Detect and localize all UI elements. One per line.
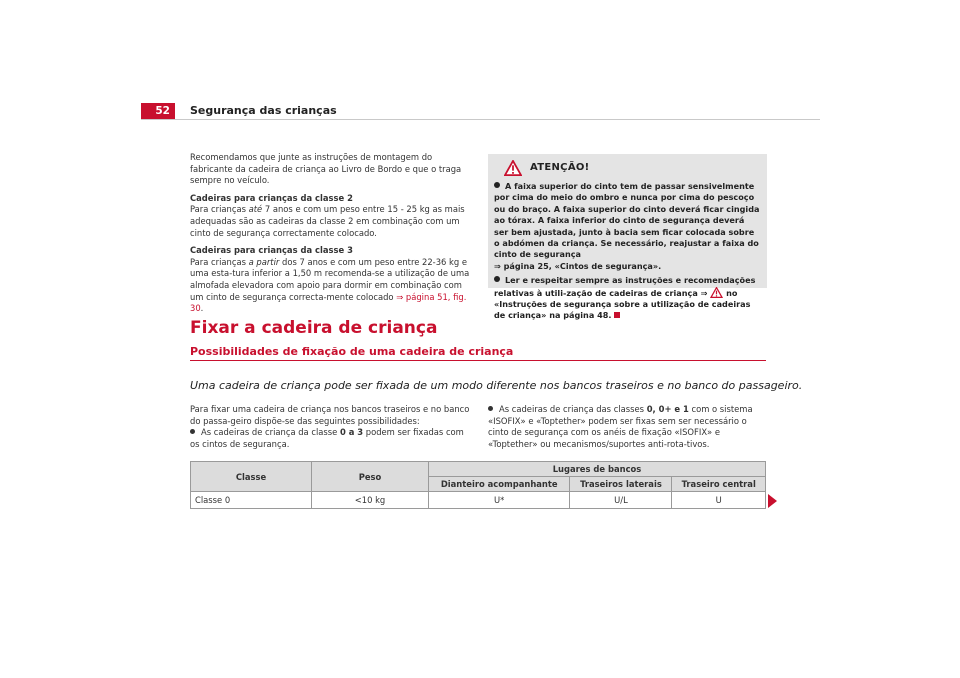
cell-central: U (672, 492, 766, 509)
cell-dianteiro: U* (429, 492, 570, 509)
header-peso: Peso (312, 462, 429, 492)
bullet-icon (494, 182, 500, 188)
lead-sentence: Uma cadeira de criança pode ser fixada de um modo diferente nos bancos traseiros e no banco do passageiro. (190, 379, 803, 392)
class3-text-end: dos 7 anos e com um peso entre 22-36 kg e uma esta-tura inferior a 1,50 m recomenda-se a utilização de uma almofada elevadora com apoio para dormir em combinação com um cinto de segurança correcta-mente colocado (190, 256, 470, 302)
child-seat-safety-reference[interactable]: no «Instruções de segurança sobre a utilização de cadeiras de criança» na página 48. (494, 287, 751, 321)
class3-text-start: Para crianças (190, 256, 249, 267)
end-of-section-icon (614, 312, 620, 318)
bullet-1-class-range: 0 a 3 (339, 427, 364, 438)
bullet-icon (488, 406, 493, 411)
class2-emphasis: até (248, 204, 263, 215)
table-row (191, 492, 766, 509)
class2-text-end: 7 anos e com um peso entre 15 - 25 kg as mais adequadas são as cadeiras da classe 2 em combinação com um cinto de segurança correctamente colocado. (190, 204, 465, 238)
warning-box (488, 154, 767, 321)
bullet-1-text-end: podem ser fixadas com os cintos de segurança. (190, 427, 464, 449)
header-rule (141, 119, 820, 120)
header-traseiros: Traseiros laterais (570, 477, 672, 492)
header-dianteiro: Dianteiro acompanhante (429, 477, 570, 492)
section-title: Fixar a cadeira de criança (190, 318, 438, 338)
reference-arrow-icon: ⇒ (700, 287, 708, 298)
body-intro: Para fixar uma cadeira de criança nos bancos traseiros e no banco do passa-geiro dispõe-se das seguintes possibilidades: (190, 404, 470, 426)
warning-triangle-icon (710, 287, 723, 298)
running-title: Segurança das crianças (190, 104, 337, 117)
class2-paragraph (190, 204, 472, 239)
body-right-column (488, 404, 768, 450)
figure-reference-link[interactable]: página 51, fig. 30 (190, 291, 467, 314)
warning-item-1 (494, 181, 761, 272)
class2-text-start: Para crianças (190, 204, 249, 215)
reference-arrow-icon: ⇒ (494, 260, 501, 271)
class3-emphasis: a partir (248, 256, 280, 267)
subsection-rule (190, 360, 766, 361)
subsection-title: Possibilidades de fixação de uma cadeira de criança (190, 345, 514, 358)
left-column (190, 152, 472, 321)
class2-heading: Cadeiras para crianças da classe 2 (190, 192, 353, 203)
warning-item-1-text: A faixa superior do cinto tem de passar sensivelmente por cima do meio do ombro e nunca por cima do pescoço ou do braço. A faixa superior do cinto deverá ficar cingida ao tórax. A faixa inferior do cinto de segurança deverá ser bem ajustada, junto à bacia sem ficar colocada sobre o abdómen da criança. Se necessário, reajustar a faixa do cinto de segurança (494, 181, 760, 260)
class3-heading: Cadeiras para crianças da classe 3 (190, 245, 353, 256)
seat-position-table (190, 461, 766, 509)
header-central: Traseiro central (672, 477, 766, 492)
body-bullet-1 (190, 427, 472, 450)
warning-item-2-text: Ler e respeitar sempre as instruções e recomendações relativas à utili-zação de cadeiras de criança (494, 275, 756, 298)
cell-traseiros: U/L (570, 492, 672, 509)
warning-header (504, 160, 761, 176)
continue-arrow-icon (768, 494, 777, 508)
bullet-2-text-start: As cadeiras de criança das classes (499, 404, 647, 414)
intro-paragraph: Recomendamos que junte as instruções de montagem do fabricante da cadeira de criança ao Livro de Bordo e que o traga sempre no veículo. (190, 152, 462, 186)
warning-title: ATENÇÃO! (530, 162, 590, 174)
cell-classe: Classe 0 (191, 492, 312, 509)
warning-triangle-icon (504, 160, 522, 176)
header-classe: Classe (191, 462, 312, 492)
body-left-column (190, 404, 472, 450)
header-lugares: Lugares de bancos (429, 462, 766, 477)
class3-period: . (200, 303, 204, 314)
page-number: 52 (141, 103, 175, 120)
bullet-1-text-start: As cadeiras de criança da classe (201, 427, 340, 438)
bullet-2-text-end: com o sistema «ISOFIX» e «Toptether» podem ser fixas sem ser necessário o cinto de segurança com os anéis de fixação «ISOFIX» e «Toptether» ou mecanismos/suportes anti-rota-tivos. (488, 404, 753, 449)
reference-arrow-icon: ⇒ (396, 291, 404, 302)
seatbelt-page-reference[interactable]: página 25, «Cintos de segurança». (503, 260, 662, 271)
bullet-2-class-range: 0, 0+ e 1 (646, 404, 689, 414)
body-bullet-2 (488, 404, 768, 450)
class3-paragraph (190, 257, 472, 315)
cell-peso: <10 kg (312, 492, 429, 509)
bullet-icon (190, 429, 195, 434)
warning-item-2 (494, 275, 761, 322)
bullet-icon (494, 276, 500, 282)
